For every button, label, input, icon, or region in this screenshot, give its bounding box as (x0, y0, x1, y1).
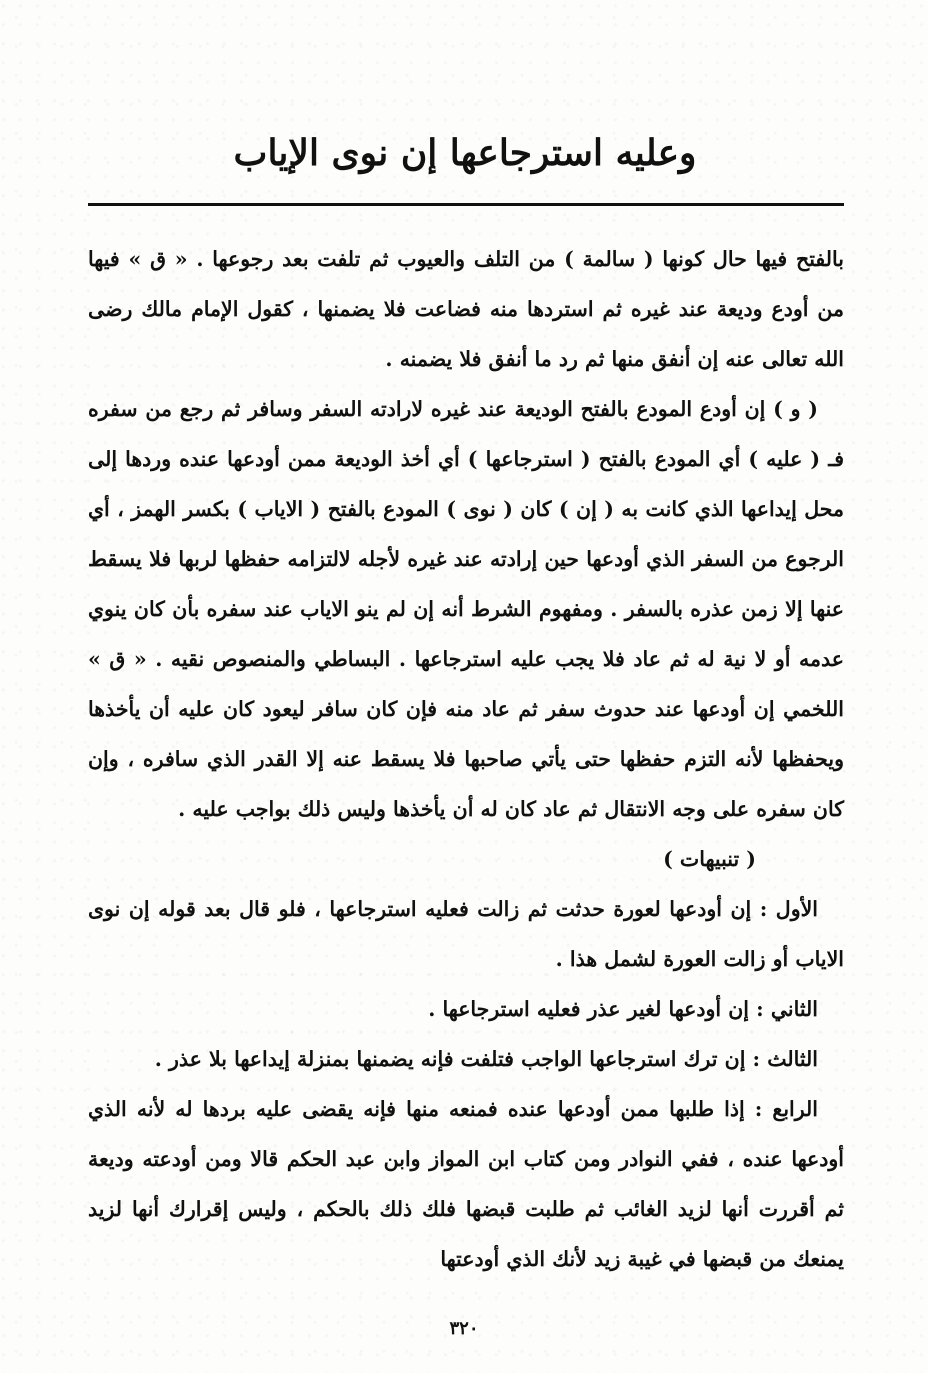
paragraph: بالفتح فيها حال كونها ( سالمة ) من التلف والعيوب ثم تلفت بعد رجوعها . « ق » فيها من أودع وديعة عند غيره ثم استردها منه فضاعت فلا يضمنها ، كقول الإمام مالك رضى الله تعالى عنه إن أنفق منها ثم رد ما أنفق فلا يضمنه . (88, 247, 844, 371)
notes-heading: ( تنبيهات ) (663, 847, 756, 871)
note-item: الرابع : إذا طلبها ممن أودعها عنده فمنعه منها فإنه يقضى عليه بردها له لأنه الذي أودعها عنده ، ففي النوادر ومن كتاب ابن المواز وابن عبد الحكم قالا ومن أودعته وديعة ثم أقررت أنها لزيد الغائب ثم طلبت قبضها فلك ذلك بالحكم ، وليس إقرارك أنها لزيد يمنعك من قبضها في غيبة زيد لأنك الذي أودعتها (88, 1097, 844, 1271)
page-body (88, 234, 844, 1284)
note-item: الأول : إن أودعها لعورة حدثت ثم زالت فعليه استرجاعها ، فلو قال بعد قوله إن نوى الاياب أو زالت العورة لشمل هذا . (88, 897, 844, 971)
page-number: ٣٢٠ (449, 1318, 479, 1339)
note-item: الثاني : إن أودعها لغير عذر فعليه استرجاعها . (428, 997, 818, 1021)
header-divider (88, 203, 844, 206)
note-item: الثالث : إن ترك استرجاعها الواجب فتلفت فإنه يضمنها بمنزلة إيداعها بلا عذر . (154, 1047, 818, 1071)
page-title: وعليه استرجاعها إن نوى الإياب (233, 132, 697, 174)
paragraph: ( و ) إن أودع المودع بالفتح الوديعة عند غيره لارادته السفر وسافر ثم رجع من سفره فـ ( عليه ) أي المودع بالفتح ( استرجاعها ) أي أخذ الوديعة ممن أودعها عنده وردها إلى محل إيداعها الذي كانت به ( إن ) كان ( نوى ) المودع بالفتح ( الاياب ) بكسر الهمز ، أي الرجوع من السفر الذي أودعها حين إرادته عند غيره لأجله لالتزامه حفظها لربها فلا يسقط عنها إلا زمن عذره بالسفر . ومفهوم الشرط أنه إن لم ينو الاياب عند سفره بأن كان ينوي عدمه أو لا نية له ثم عاد فلا يجب عليه استرجاعها . البساطي والمنصوص نقيه . « ق » اللخمي إن أودعها عند حدوث سفر ثم عاد منه فإن كان سافر ليعود كان عليه أن يأخذها ويحفظها لأنه التزم حفظها حتى يأتي صاحبها فلا يسقط عنه إلا القدر الذي سافره ، وإن كان سفره على وجه الانتقال ثم عاد كان له أن يأخذها وليس ذلك بواجب عليه . (88, 397, 844, 821)
